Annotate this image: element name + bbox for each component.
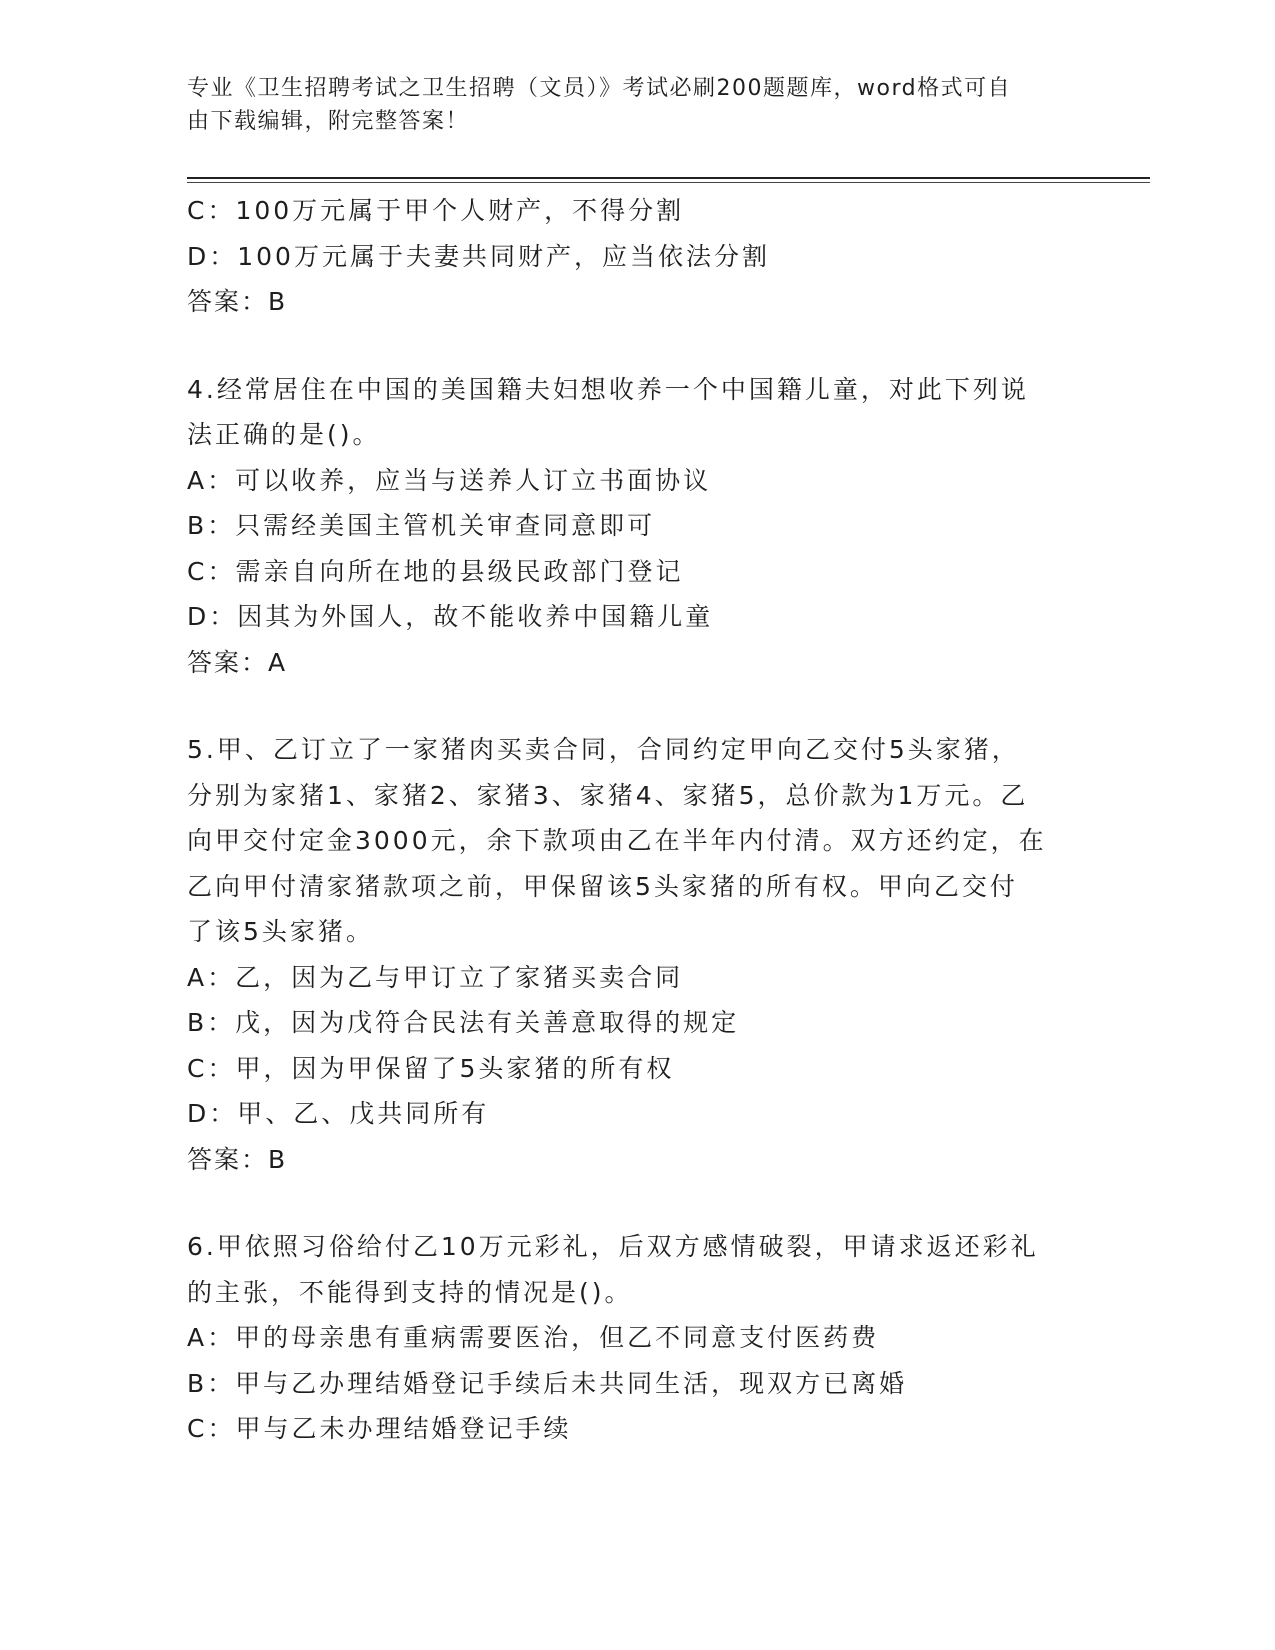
question-stem-line: 了该5头家猪。 bbox=[187, 917, 374, 946]
option-c: C：100万元属于甲个人财产，不得分割 bbox=[187, 196, 685, 225]
question-stem-line: 法正确的是()。 bbox=[187, 420, 381, 449]
question-stem-line: 乙向甲付清家猪款项之前，甲保留该5头家猪的所有权。甲向乙交付 bbox=[187, 871, 1018, 901]
spacer bbox=[187, 325, 1087, 367]
header-divider-thin bbox=[187, 182, 1150, 183]
option-d: D：因其为外国人，故不能收养中国籍儿童 bbox=[187, 602, 714, 631]
question-4 bbox=[187, 367, 1087, 686]
question-3 bbox=[187, 188, 1087, 325]
spacer bbox=[187, 1182, 1087, 1224]
question-list bbox=[187, 188, 1087, 1452]
option-a: A：甲的母亲患有重病需要医治，但乙不同意支付医药费 bbox=[187, 1323, 880, 1352]
option-c: C：需亲自向所在地的县级民政部门登记 bbox=[187, 556, 684, 586]
answer-line: 答案：A bbox=[187, 647, 288, 677]
header-title-line2: 由下载编辑，附完整答案！ bbox=[187, 109, 470, 134]
option-b: B：甲与乙办理结婚登记手续后未共同生活，现双方已离婚 bbox=[187, 1368, 908, 1398]
question-5 bbox=[187, 727, 1087, 1182]
question-stem-line: 5.甲、乙订立了一家猪肉买卖合同，合同约定甲向乙交付5头家猪， bbox=[187, 735, 1020, 764]
answer-line: 答案：B bbox=[187, 1144, 288, 1174]
question-6 bbox=[187, 1224, 1087, 1452]
question-stem-line: 的主张，不能得到支持的情况是()。 bbox=[187, 1277, 633, 1307]
spacer bbox=[187, 685, 1087, 727]
header-title-line1: 专业《卫生招聘考试之卫生招聘（文员）》考试必刷200题题库，word格式可自 bbox=[187, 76, 1012, 101]
option-a: A：乙，因为乙与甲订立了家猪买卖合同 bbox=[187, 962, 684, 992]
page-header bbox=[187, 72, 1067, 138]
question-stem-line: 向甲交付定金3000元，余下款项由乙在半年内付清。双方还约定，在 bbox=[187, 826, 1047, 855]
option-a: A：可以收养，应当与送养人订立书面协议 bbox=[187, 465, 712, 495]
question-stem-line: 6.甲依照习俗给付乙10万元彩礼，后双方感情破裂，甲请求返还彩礼 bbox=[187, 1232, 1039, 1261]
answer-line: 答案：B bbox=[187, 287, 288, 316]
option-b: B：戊，因为戊符合民法有关善意取得的规定 bbox=[187, 1008, 740, 1037]
question-stem-line: 4.经常居住在中国的美国籍夫妇想收养一个中国籍儿童，对此下列说 bbox=[187, 374, 1029, 404]
question-stem-line: 分别为家猪1、家猪2、家猪3、家猪4、家猪5，总价款为1万元。乙 bbox=[187, 780, 1029, 810]
option-d: D：100万元属于夫妻共同财产，应当依法分割 bbox=[187, 241, 770, 271]
option-b: B：只需经美国主管机关审查同意即可 bbox=[187, 511, 656, 540]
option-c: C：甲与乙未办理结婚登记手续 bbox=[187, 1414, 572, 1443]
option-c: C：甲，因为甲保留了5头家猪的所有权 bbox=[187, 1053, 675, 1083]
option-d: D：甲、乙、戊共同所有 bbox=[187, 1099, 490, 1128]
header-divider-thick bbox=[187, 177, 1150, 179]
